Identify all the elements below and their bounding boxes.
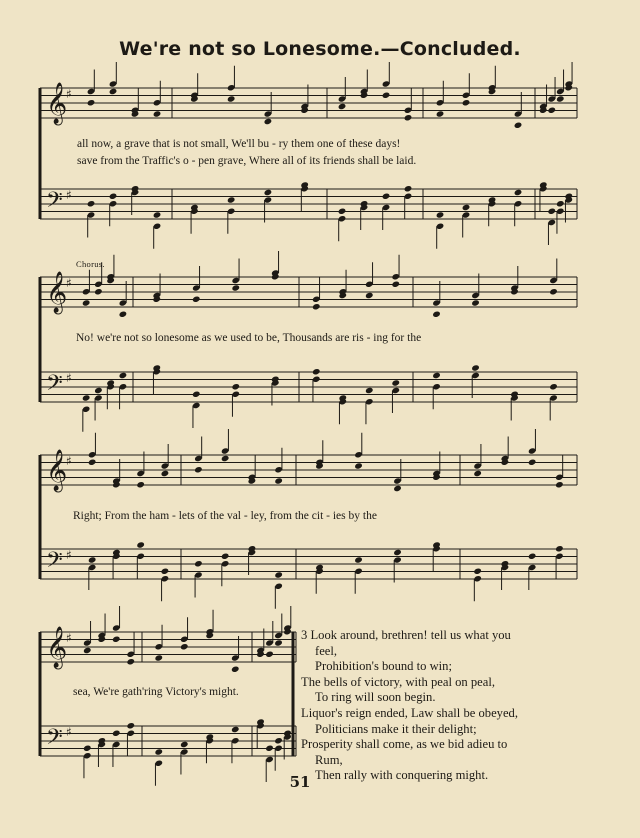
note-head	[180, 741, 189, 748]
note-head	[264, 189, 273, 196]
bass-clef-icon: 𝄢	[46, 725, 63, 755]
note-head	[462, 99, 471, 106]
note-head	[153, 110, 162, 117]
note-head	[393, 549, 402, 556]
note-head	[221, 455, 230, 462]
page-number: 51	[289, 773, 311, 791]
note-head	[264, 118, 273, 125]
lyric-line: sea, We're gath'ring Victory's might.	[73, 686, 239, 698]
verse-line: Rum,	[315, 752, 343, 767]
note-head	[87, 99, 96, 106]
note-head	[112, 730, 121, 737]
verse-line: To ring will soon begin.	[315, 690, 436, 705]
treble-clef-icon: 𝄞	[46, 83, 68, 124]
treble-clef-icon: 𝄞	[46, 272, 68, 313]
verse-line: The bells of victory, with peal on peal,	[301, 674, 495, 689]
note-head	[94, 288, 103, 295]
note-head	[404, 114, 413, 121]
note-head	[83, 745, 92, 752]
note-head	[547, 208, 556, 215]
note-head	[109, 193, 118, 200]
sharp-icon: ♯	[66, 87, 72, 101]
note-head	[231, 666, 240, 673]
note-head	[338, 103, 347, 110]
chorus-label: Chorus.	[76, 259, 105, 269]
note-head	[265, 745, 274, 752]
note-head	[231, 383, 240, 390]
note-head	[556, 200, 565, 207]
note-head	[462, 204, 471, 211]
note-head	[161, 568, 170, 575]
note-head	[471, 299, 480, 306]
treble-clef-icon: 𝄞	[46, 627, 68, 668]
verse-line: Then rally with conquering might.	[315, 768, 489, 783]
sharp-icon: ♯	[66, 725, 72, 739]
sharp-icon: ♯	[66, 548, 72, 562]
note-head	[365, 292, 374, 299]
note-head	[514, 189, 523, 196]
lyric-line: all now, a grave that is not small, We'll bu - ry them one of these days!	[77, 138, 401, 150]
note-head	[432, 311, 441, 318]
bass-clef-icon: 𝄢	[46, 548, 63, 578]
note-head	[88, 459, 97, 466]
bass-clef-icon: 𝄢	[46, 371, 63, 401]
verse-number: 3	[301, 628, 308, 642]
note-head	[382, 193, 391, 200]
note-head	[436, 110, 445, 117]
sharp-icon: ♯	[66, 371, 72, 385]
note-head	[354, 556, 363, 563]
note-head	[365, 387, 374, 394]
note-head	[354, 462, 363, 469]
note-head	[136, 481, 145, 488]
bass-clef-icon: 𝄢	[46, 188, 63, 218]
note-head	[87, 200, 96, 207]
note-head	[547, 107, 556, 114]
note-head	[274, 737, 283, 744]
note-head	[119, 311, 128, 318]
note-head	[231, 284, 240, 291]
sharp-icon: ♯	[66, 188, 72, 202]
lyric-line: No! we're not so lonesome as we used to be, Thousands are ris - ing for the	[76, 332, 422, 344]
note-head	[556, 95, 565, 102]
verse-line: Prosperity shall come, as we bid adieu to	[301, 737, 508, 752]
page-title: We're not so Lonesome.—Concluded.	[119, 38, 521, 60]
lyric-line: Right; From the ham - lets of the val - ley, from the cit - ies by the	[73, 510, 377, 522]
note-head	[161, 470, 170, 477]
lyric-line: save from the Traffic's o - pen grave, Where all of its friends shall be laid.	[77, 155, 417, 167]
sharp-icon: ♯	[66, 276, 72, 290]
note-head	[119, 372, 128, 379]
note-head	[312, 368, 321, 375]
note-head	[180, 643, 189, 650]
note-head	[154, 654, 163, 661]
note-head	[274, 477, 283, 484]
note-head	[382, 92, 391, 99]
verse-line: feel,	[315, 643, 338, 658]
note-head	[528, 553, 537, 560]
note-head	[393, 485, 402, 492]
note-head	[192, 391, 201, 398]
note-head	[338, 208, 347, 215]
verse-3	[301, 628, 591, 784]
treble-clef-icon: 𝄞	[46, 450, 68, 491]
note-head	[404, 185, 413, 192]
note-head	[221, 553, 230, 560]
note-head	[82, 394, 91, 401]
note-head	[274, 571, 283, 578]
note-head	[555, 481, 564, 488]
sharp-icon: ♯	[66, 454, 72, 468]
note-head	[126, 722, 135, 729]
note-head	[94, 387, 103, 394]
note-head	[88, 556, 97, 563]
note-head	[555, 545, 564, 552]
verse-line: Liquor's reign ended, Law shall be obeyed,	[301, 705, 518, 720]
note-head	[312, 303, 321, 310]
note-head	[471, 364, 480, 371]
note-head	[549, 383, 558, 390]
note-head	[192, 296, 201, 303]
note-head	[227, 95, 236, 102]
note-head	[154, 748, 163, 755]
note-head	[83, 647, 92, 654]
note-head	[82, 299, 91, 306]
note-head	[194, 560, 203, 567]
note-head	[194, 466, 203, 473]
note-head	[112, 636, 121, 643]
verse-line: Look around, brethren! tell us what you	[310, 628, 511, 642]
note-head	[436, 211, 445, 218]
note-head	[265, 651, 274, 658]
note-head	[473, 470, 482, 477]
note-head	[514, 122, 523, 129]
note-head	[432, 372, 441, 379]
note-head	[153, 211, 162, 218]
note-head	[391, 379, 400, 386]
sharp-icon: ♯	[66, 631, 72, 645]
note-head	[549, 288, 558, 295]
note-head	[274, 639, 283, 646]
note-head	[391, 281, 400, 288]
note-head	[231, 726, 240, 733]
verse-line: Politicians make it their delight;	[315, 721, 477, 736]
verse-line: Prohibition's bound to win;	[315, 659, 452, 674]
note-head	[126, 658, 135, 665]
note-head	[473, 568, 482, 575]
note-head	[227, 196, 236, 203]
note-head	[136, 541, 145, 548]
note-head	[109, 88, 118, 95]
note-head	[528, 459, 537, 466]
